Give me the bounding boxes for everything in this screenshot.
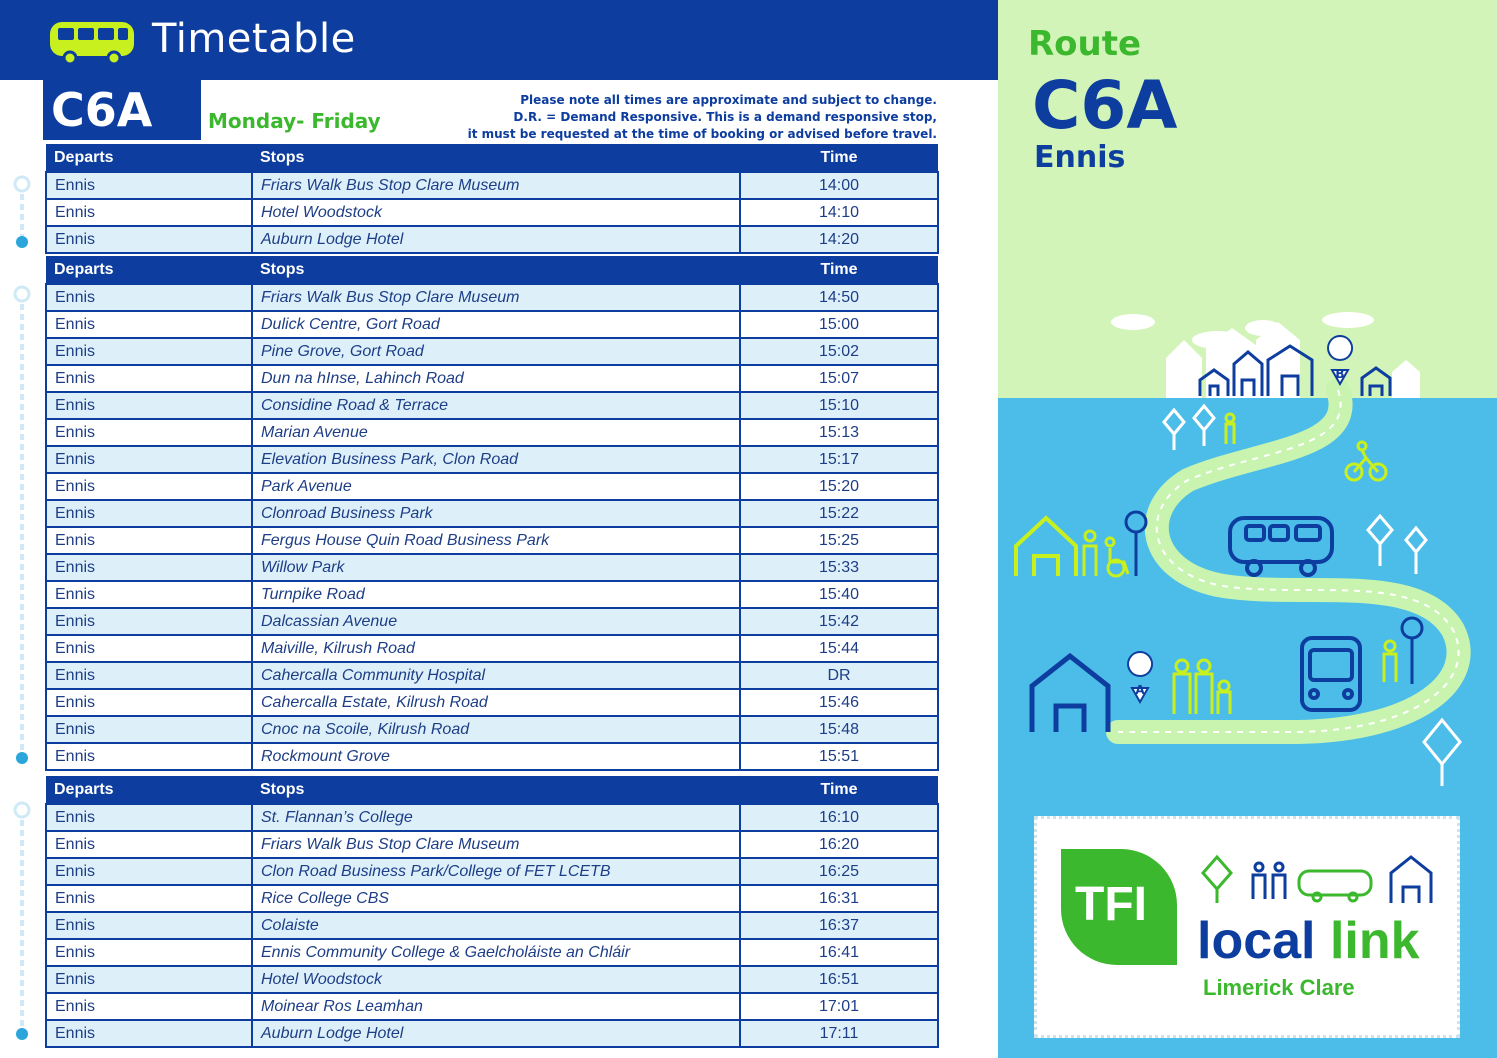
departs-cell: Ennis (46, 743, 252, 770)
time-cell: 14:20 (740, 226, 938, 253)
departs-cell: Ennis (46, 226, 252, 253)
time-cell: 14:10 (740, 199, 938, 226)
departs-cell: Ennis (46, 966, 252, 993)
stop-cell: Elevation Business Park, Clon Road (252, 446, 740, 473)
table-row (46, 939, 938, 966)
stop-cell: Moinear Ros Leamhan (252, 993, 740, 1020)
table-row (46, 689, 938, 716)
departs-cell: Ennis (46, 365, 252, 392)
departs-cell: Ennis (46, 284, 252, 311)
table-row (46, 581, 938, 608)
stop-cell: Considine Road & Terrace (252, 392, 740, 419)
table-header (46, 776, 938, 804)
departs-cell: Ennis (46, 419, 252, 446)
region-label: Limerick Clare (1203, 975, 1355, 1000)
bus-front-icon (1302, 638, 1360, 710)
stop-cell: Dun na hInse, Lahinch Road (252, 365, 740, 392)
time-cell: 16:20 (740, 831, 938, 858)
stop-cell: Rockmount Grove (252, 743, 740, 770)
departs-cell: Ennis (46, 993, 252, 1020)
col-time: Time (740, 256, 938, 284)
departs-cell: Ennis (46, 939, 252, 966)
table-header (46, 256, 938, 284)
table-row (46, 912, 938, 939)
table-row (46, 662, 938, 689)
bus-icon (1230, 518, 1332, 575)
col-time: Time (740, 776, 938, 804)
table-row (46, 743, 938, 770)
local-link-word-local: local (1197, 912, 1316, 970)
stop-cell: Turnpike Road (252, 581, 740, 608)
time-cell: 16:31 (740, 885, 938, 912)
table-row (46, 554, 938, 581)
stop-cell: Ennis Community College & Gaelcholáiste an Chláir (252, 939, 740, 966)
stop-cell: Auburn Lodge Hotel (252, 1020, 740, 1047)
time-cell: 16:37 (740, 912, 938, 939)
table-row (46, 311, 938, 338)
stop-cell: Hotel Woodstock (252, 966, 740, 993)
page-title: Timetable (152, 16, 356, 62)
notice-line: it must be requested at the time of booking or advised before travel. (467, 127, 937, 141)
departs-cell: Ennis (46, 912, 252, 939)
table-row (46, 500, 938, 527)
brand-icons (1187, 849, 1447, 907)
bus-icon (1299, 871, 1371, 901)
time-cell: 15:44 (740, 635, 938, 662)
time-cell: 15:46 (740, 689, 938, 716)
cyclist-icon (1346, 442, 1386, 480)
stop-cell: Rice College CBS (252, 885, 740, 912)
table-row (46, 338, 938, 365)
notice (417, 92, 937, 143)
departs-cell: Ennis (46, 885, 252, 912)
time-cell: 15:33 (740, 554, 938, 581)
stop-cell: Park Avenue (252, 473, 740, 500)
time-cell: 15:40 (740, 581, 938, 608)
table-row (46, 1020, 938, 1047)
departs-cell: Ennis (46, 473, 252, 500)
departs-cell: Ennis (46, 831, 252, 858)
time-cell: 15:17 (740, 446, 938, 473)
time-cell: 17:01 (740, 993, 938, 1020)
tfi-logo-text: TFI (1075, 878, 1147, 931)
departs-cell: Ennis (46, 500, 252, 527)
stop-cell: Dalcassian Avenue (252, 608, 740, 635)
stop-cell: Friars Walk Bus Stop Clare Museum (252, 831, 740, 858)
table-row (46, 284, 938, 311)
stop-cell: Marian Avenue (252, 419, 740, 446)
time-cell: 15:42 (740, 608, 938, 635)
marker-label: B (1335, 367, 1345, 381)
departs-cell: Ennis (46, 172, 252, 199)
route-label: Route (1028, 24, 1142, 64)
time-cell: 15:02 (740, 338, 938, 365)
time-cell: 14:00 (740, 172, 938, 199)
stop-cell: Fergus House Quin Road Business Park (252, 527, 740, 554)
table-row (46, 446, 938, 473)
col-departs: Departs (46, 144, 252, 172)
departs-cell: Ennis (46, 311, 252, 338)
stop-cell: Cahercalla Community Hospital (252, 662, 740, 689)
departs-cell: Ennis (46, 689, 252, 716)
col-stops: Stops (252, 144, 740, 172)
stop-cell: Cnoc na Scoile, Kilrush Road (252, 716, 740, 743)
table-row (46, 885, 938, 912)
col-stops: Stops (252, 256, 740, 284)
departs-cell: Ennis (46, 608, 252, 635)
tree-icon (1203, 857, 1231, 903)
time-cell: 15:13 (740, 419, 938, 446)
time-cell: 16:25 (740, 858, 938, 885)
table-row (46, 966, 938, 993)
time-cell: 16:10 (740, 804, 938, 831)
col-departs: Departs (46, 256, 252, 284)
time-cell: 15:51 (740, 743, 938, 770)
stop-cell: Cahercalla Estate, Kilrush Road (252, 689, 740, 716)
timetable-block-2 (45, 256, 939, 771)
departs-cell: Ennis (46, 1020, 252, 1047)
col-departs: Departs (46, 776, 252, 804)
stop-cell: Hotel Woodstock (252, 199, 740, 226)
tfi-logo (1061, 849, 1177, 965)
departs-cell: Ennis (46, 446, 252, 473)
table-row (46, 831, 938, 858)
time-cell: 17:11 (740, 1020, 938, 1047)
marker-label: A (1135, 683, 1145, 697)
time-cell: 16:51 (740, 966, 938, 993)
stop-cell: St. Flannan’s College (252, 804, 740, 831)
time-cell: 15:07 (740, 365, 938, 392)
time-cell: 15:22 (740, 500, 938, 527)
table-row (46, 635, 938, 662)
departs-cell: Ennis (46, 662, 252, 689)
departs-cell: Ennis (46, 716, 252, 743)
stop-cell: Colaiste (252, 912, 740, 939)
departs-cell: Ennis (46, 635, 252, 662)
map-marker-a (1128, 652, 1152, 702)
route-line-decoration (0, 170, 44, 1050)
people-icon (1253, 863, 1285, 899)
time-cell: 16:41 (740, 939, 938, 966)
departs-cell: Ennis (46, 338, 252, 365)
route-code: C6A (1032, 67, 1178, 144)
header-bar (0, 0, 998, 80)
table-row (46, 419, 938, 446)
route-illustration (998, 300, 1497, 800)
departs-cell: Ennis (46, 581, 252, 608)
departs-cell: Ennis (46, 804, 252, 831)
brand-logo-box (1034, 816, 1460, 1038)
table-row (46, 858, 938, 885)
stop-cell: Clonroad Business Park (252, 500, 740, 527)
stop-cell: Pine Grove, Gort Road (252, 338, 740, 365)
departs-cell: Ennis (46, 527, 252, 554)
map-marker-b (1328, 336, 1352, 384)
bus-icon (48, 18, 136, 66)
house-icon (1016, 518, 1076, 576)
house-icon (1391, 857, 1431, 903)
service-days: Monday- Friday (208, 109, 381, 133)
stop-cell: Auburn Lodge Hotel (252, 226, 740, 253)
table-header (46, 144, 938, 172)
timetable-block-3 (45, 776, 939, 1048)
time-cell: 14:50 (740, 284, 938, 311)
time-cell: 15:25 (740, 527, 938, 554)
time-cell: 15:00 (740, 311, 938, 338)
table-row (46, 804, 938, 831)
stop-cell: Clon Road Business Park/College of FET LCETB (252, 858, 740, 885)
local-link-word-link: link (1329, 912, 1420, 970)
stop-cell: Maiville, Kilrush Road (252, 635, 740, 662)
time-cell: 15:48 (740, 716, 938, 743)
table-row (46, 716, 938, 743)
timetable-block-1 (45, 144, 939, 254)
table-row (46, 993, 938, 1020)
col-time: Time (740, 144, 938, 172)
time-cell: DR (740, 662, 938, 689)
table-row (46, 608, 938, 635)
table-row (46, 172, 938, 199)
col-stops: Stops (252, 776, 740, 804)
time-cell: 15:10 (740, 392, 938, 419)
notice-line: D.R. = Demand Responsive. This is a demand responsive stop, (513, 110, 937, 124)
departs-cell: Ennis (46, 392, 252, 419)
table-row (46, 199, 938, 226)
departs-cell: Ennis (46, 858, 252, 885)
route-badge: C6A (43, 80, 201, 140)
table-row (46, 365, 938, 392)
stop-cell: Friars Walk Bus Stop Clare Museum (252, 172, 740, 199)
table-row (46, 392, 938, 419)
route-town: Ennis (1034, 140, 1126, 175)
time-cell: 15:20 (740, 473, 938, 500)
stop-cell: Willow Park (252, 554, 740, 581)
table-row (46, 226, 938, 253)
route-panel (998, 0, 1497, 1058)
table-row (46, 473, 938, 500)
wheelchair-icon (1106, 538, 1128, 576)
stop-cell: Friars Walk Bus Stop Clare Museum (252, 284, 740, 311)
stop-cell: Dulick Centre, Gort Road (252, 311, 740, 338)
departs-cell: Ennis (46, 554, 252, 581)
table-row (46, 527, 938, 554)
departs-cell: Ennis (46, 199, 252, 226)
notice-line: Please note all times are approximate and subject to change. (520, 93, 937, 107)
local-link-logo (1197, 911, 1420, 971)
house-icon (1032, 656, 1108, 732)
